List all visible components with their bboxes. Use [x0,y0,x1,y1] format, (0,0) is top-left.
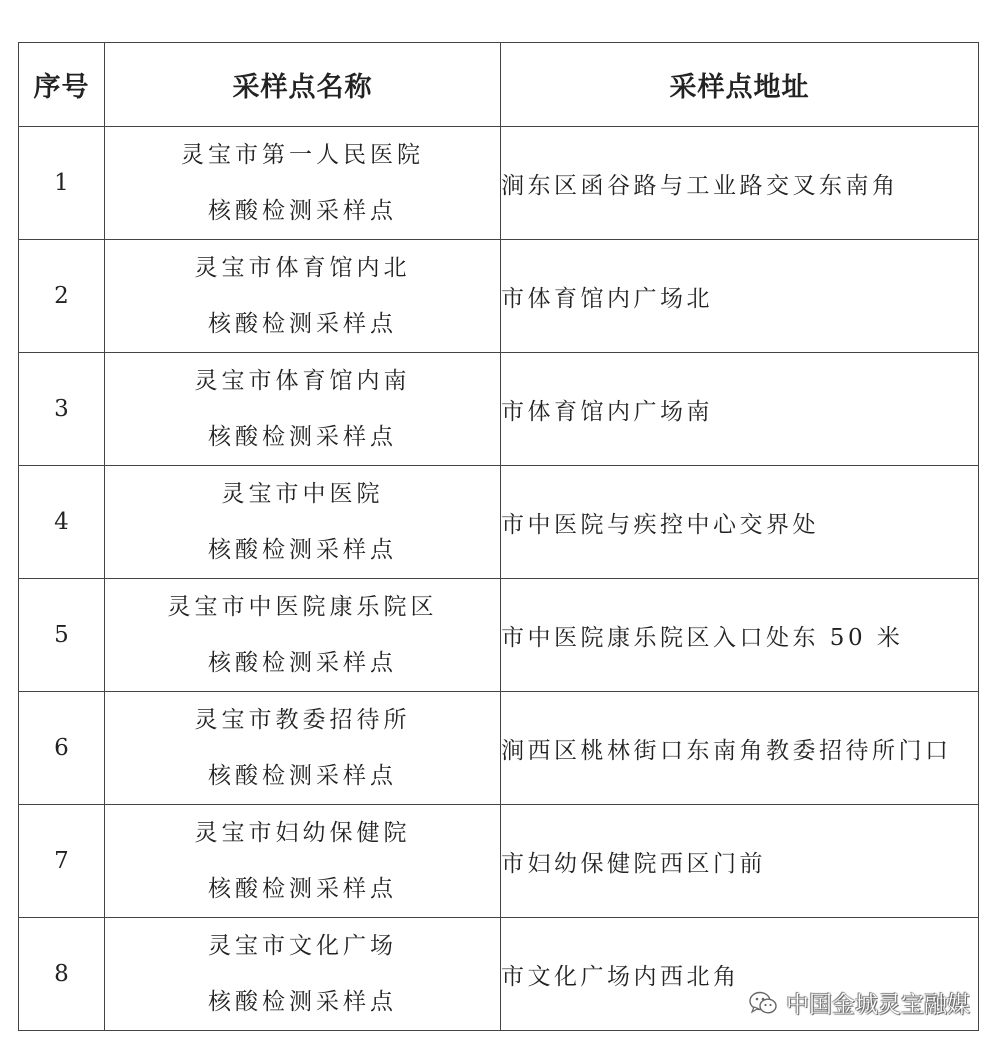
row-index: 1 [19,127,105,240]
site-name: 灵宝市教委招待所 [194,707,411,733]
watermark-text: 中国金城灵宝融媒 [786,992,970,1018]
row-index: 7 [19,805,105,918]
row-index: 8 [19,918,105,1031]
site-name-suffix: 核酸检测采样点 [208,876,397,902]
site-name-cell [105,805,501,918]
header-site-address: 采样点地址 [501,43,979,127]
site-name: 灵宝市第一人民医院 [181,142,424,168]
site-address: 涧西区桃林街口东南角教委招待所门口 [501,692,979,805]
site-name-suffix: 核酸检测采样点 [208,650,397,676]
site-name-suffix: 核酸检测采样点 [208,311,397,337]
table-row [19,353,979,466]
site-name: 灵宝市中医院康乐院区 [167,594,438,620]
site-address: 市文化广场内西北角 [501,918,979,1031]
site-name-cell [105,240,501,353]
site-name-suffix: 核酸检测采样点 [208,198,397,224]
site-name-suffix: 核酸检测采样点 [208,763,397,789]
table-row [19,805,979,918]
table-row [19,127,979,240]
site-address: 市中医院康乐院区入口处东 50 米 [501,579,979,692]
table-row [19,466,979,579]
row-index: 5 [19,579,105,692]
header-site-name: 采样点名称 [105,43,501,127]
row-index: 4 [19,466,105,579]
site-name: 灵宝市文化广场 [208,933,397,959]
site-address: 市中医院与疾控中心交界处 [501,466,979,579]
site-name: 灵宝市中医院 [221,481,384,507]
table-row [19,240,979,353]
site-name-cell [105,692,501,805]
site-name: 灵宝市体育馆内北 [194,255,411,281]
site-name: 灵宝市体育馆内南 [194,368,411,394]
site-name-cell [105,127,501,240]
watermark [748,986,970,1019]
site-name: 灵宝市妇幼保健院 [194,820,411,846]
site-name-cell [105,918,501,1031]
row-index: 6 [19,692,105,805]
site-address: 市体育馆内广场北 [501,240,979,353]
sampling-sites-table [18,42,979,1031]
site-name-cell [105,579,501,692]
table-row [19,579,979,692]
site-address: 市妇幼保健院西区门前 [501,805,979,918]
site-name-suffix: 核酸检测采样点 [208,989,397,1015]
site-address: 涧东区函谷路与工业路交叉东南角 [501,127,979,240]
wechat-icon [748,990,778,1016]
row-index: 2 [19,240,105,353]
table-header-row [19,43,979,127]
site-name-cell [105,353,501,466]
site-address: 市体育馆内广场南 [501,353,979,466]
site-name-suffix: 核酸检测采样点 [208,424,397,450]
header-index: 序号 [19,43,105,127]
site-name-suffix: 核酸检测采样点 [208,537,397,563]
site-name-cell [105,466,501,579]
table-row [19,692,979,805]
row-index: 3 [19,353,105,466]
